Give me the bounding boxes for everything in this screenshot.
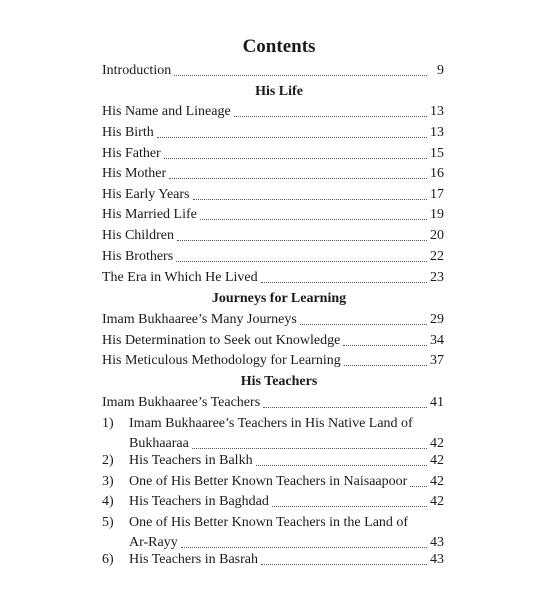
entry-page: 42 [430, 474, 444, 489]
dot-leader [261, 564, 427, 565]
dot-leader [261, 282, 427, 283]
dot-leader [169, 178, 427, 179]
toc-entry-introduction[interactable] [102, 63, 444, 79]
toc-entry[interactable] [102, 333, 444, 349]
entry-label: His Name and Lineage [102, 104, 231, 119]
entry-page: 43 [430, 535, 444, 550]
entry-label-line-2: Bukhaaraa [129, 436, 189, 451]
toc-entry[interactable] [102, 270, 444, 286]
entry-page: 42 [430, 453, 444, 468]
dot-leader [410, 486, 427, 487]
dot-leader [164, 158, 427, 159]
dot-leader [343, 345, 427, 346]
entry-label: His Birth [102, 125, 154, 140]
dot-leader [300, 324, 427, 325]
dot-leader [174, 75, 427, 76]
toc-numbered-entry[interactable] [102, 552, 444, 568]
dot-leader [200, 219, 427, 220]
entry-page: 23 [430, 270, 444, 285]
dot-leader [234, 116, 427, 117]
toc-numbered-entry[interactable] [102, 494, 444, 510]
entry-label: His Brothers [102, 249, 174, 264]
entry-label: His Early Years [102, 187, 190, 202]
entry-label-line-1: One of His Better Known Teachers in the Land of [129, 515, 409, 530]
toc-entry[interactable] [102, 207, 444, 223]
entry-label: His Father [102, 146, 161, 161]
entry-page: 34 [430, 333, 444, 348]
toc-entry[interactable] [102, 312, 444, 328]
toc-numbered-entry[interactable] [102, 515, 444, 551]
toc-entry[interactable] [102, 187, 444, 203]
dot-leader [181, 547, 427, 548]
entry-page: 42 [430, 494, 444, 509]
dot-leader [263, 407, 427, 408]
entry-label: His Teachers in Balkh [129, 453, 253, 468]
dot-leader [344, 365, 427, 366]
section-heading-his-life: His Life [255, 84, 303, 99]
toc-entry[interactable] [102, 146, 444, 162]
entry-label: His Married Life [102, 207, 197, 222]
entry-page: 42 [430, 436, 444, 451]
entry-page: 43 [430, 552, 444, 567]
entry-page: 16 [430, 166, 444, 181]
section-heading-journeys: Journeys for Learning [211, 291, 347, 306]
entry-page: 9 [437, 63, 444, 78]
entry-page: 37 [430, 353, 444, 368]
entry-label-line-2: Ar-Rayy [129, 535, 178, 550]
entry-page: 19 [430, 207, 444, 222]
toc-numbered-entry[interactable] [102, 474, 444, 490]
toc-entry[interactable] [102, 353, 444, 369]
entry-page: 17 [430, 187, 444, 202]
entry-label: Imam Bukhaaree’s Many Journeys [102, 312, 297, 327]
dot-leader [157, 137, 427, 138]
entry-page: 29 [430, 312, 444, 327]
dot-leader [256, 465, 427, 466]
entry-label: His Teachers in Basrah [129, 552, 259, 567]
dot-leader [192, 448, 427, 449]
entry-label: Imam Bukhaaree’s Teachers [102, 395, 261, 410]
entry-label: One of His Better Known Teachers in Naisaapoor [129, 474, 408, 489]
toc-entry[interactable] [102, 125, 444, 141]
toc-entry[interactable] [102, 228, 444, 244]
toc-entry[interactable] [102, 395, 444, 411]
dot-leader [193, 199, 428, 200]
entry-label: His Meticulous Methodology for Learning [102, 353, 341, 368]
entry-number: 1) [102, 416, 114, 431]
entry-label: His Determination to Seek out Knowledge [102, 333, 341, 348]
section-heading-teachers: His Teachers [240, 374, 318, 389]
entry-number: 6) [102, 552, 114, 567]
entry-number: 2) [102, 453, 114, 468]
entry-label: The Era in Which He Lived [102, 270, 258, 285]
entry-number: 5) [102, 515, 114, 530]
entry-page: 13 [430, 104, 444, 119]
dot-leader [176, 261, 427, 262]
page-title: Contents [242, 36, 316, 57]
entry-page: 22 [430, 249, 444, 264]
entry-label: His Teachers in Baghdad [129, 494, 269, 509]
entry-number: 3) [102, 474, 114, 489]
entry-label-line-1: Imam Bukhaaree’s Teachers in His Native Land of [129, 416, 413, 431]
dot-leader [272, 506, 427, 507]
toc-entry[interactable] [102, 249, 444, 265]
entry-label: His Children [102, 228, 174, 243]
toc-numbered-entry[interactable] [102, 416, 444, 452]
dot-leader [177, 240, 427, 241]
toc-entry[interactable] [102, 104, 444, 120]
entry-page: 20 [430, 228, 444, 243]
entry-page: 13 [430, 125, 444, 140]
entry-number: 4) [102, 494, 114, 509]
entry-page: 15 [430, 146, 444, 161]
toc-entry[interactable] [102, 166, 444, 182]
entry-label: His Mother [102, 166, 167, 181]
entry-label: Introduction [102, 63, 172, 78]
entry-page: 41 [430, 395, 444, 410]
toc-numbered-entry[interactable] [102, 453, 444, 469]
